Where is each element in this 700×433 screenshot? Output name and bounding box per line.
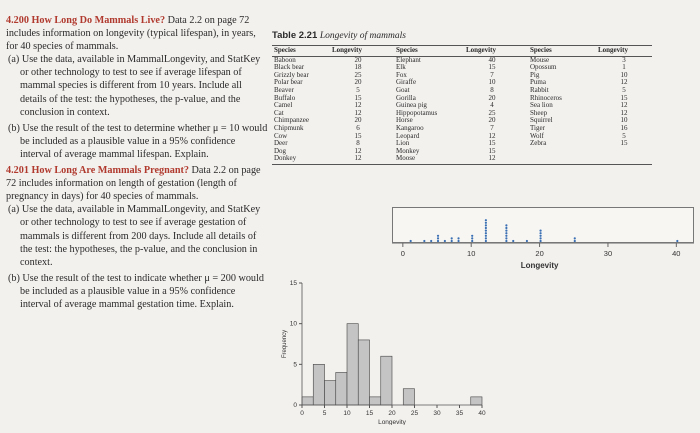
table-cell-longevity: 10 <box>620 116 628 125</box>
dotplot-point <box>485 240 487 242</box>
dotplot-point <box>485 219 487 221</box>
dotplot-point <box>437 237 439 239</box>
table-row <box>272 56 652 64</box>
histogram-x-tick-label: 25 <box>410 410 419 417</box>
header-species-3: Species <box>528 46 596 57</box>
dotplot-point <box>451 237 453 239</box>
dotplot-axis <box>392 243 694 273</box>
table-cell-species: Cow <box>274 131 288 140</box>
table-cell-species: Tiger <box>530 123 545 132</box>
table-cell-longevity: 16 <box>620 123 628 132</box>
histogram-bar <box>403 389 414 405</box>
exercise-4-200-number: 4.200 <box>6 15 29 26</box>
dotplot-point <box>457 237 459 239</box>
table-cell-species: Moose <box>394 155 464 164</box>
header-longevity-1: Longevity <box>330 46 386 57</box>
table-cell-species: Dog <box>274 146 287 155</box>
table-cell-longevity: 20 <box>354 55 362 64</box>
histogram-x-tick-label: 20 <box>388 410 396 417</box>
dotplot-tick-label: 40 <box>672 249 681 258</box>
table-cell-species <box>528 155 596 164</box>
dotplot-point <box>444 240 446 242</box>
table-cell-species: Lion <box>396 139 410 148</box>
table-cell-longevity: 12 <box>488 131 496 140</box>
dotplot-point <box>539 235 541 237</box>
histogram-bar <box>370 397 381 405</box>
histogram-bar <box>302 397 313 405</box>
dotplot-point <box>512 240 514 242</box>
table-caption <box>272 30 698 41</box>
table-cell-longevity: 5 <box>356 85 360 94</box>
table-row <box>272 64 652 72</box>
table-cell-species: Sheep <box>530 108 548 117</box>
exercise-4-201-intro: Data 2.2 on page 72 includes information on length of gestation (length of pregnancy in days) for 40 species of mammals. <box>6 165 261 203</box>
table-cell-species: Cat <box>274 108 284 117</box>
dotplot-point <box>437 235 439 237</box>
table-cell-longevity: 8 <box>490 85 494 94</box>
histogram-bar <box>381 356 392 405</box>
dotplot-point <box>539 230 541 232</box>
table-cell-species: Squirrel <box>530 116 553 125</box>
dotplot-point <box>505 227 507 229</box>
table-body <box>272 56 652 164</box>
dotplot-point <box>505 232 507 234</box>
table-row <box>272 155 652 164</box>
dotplot-x-label: Longevity <box>520 261 559 270</box>
table-cell-longevity: 15 <box>488 63 496 72</box>
table-cell-species: Elk <box>396 63 406 72</box>
table-cell-longevity: 10 <box>620 70 628 79</box>
table-cell-species: Beaver <box>274 85 294 94</box>
table-label: Table 2.21 <box>272 30 318 41</box>
exercise-4-201-title: How Long Are Mammals Pregnant? <box>31 165 189 177</box>
table-cell-longevity: 15 <box>488 146 496 155</box>
table-cell-species: Pig <box>530 70 540 79</box>
dotplot-point <box>485 227 487 229</box>
histogram-x-tick-label: 15 <box>365 410 374 417</box>
table-cell-species: Fox <box>396 70 407 79</box>
table-cell-species: Donkey <box>272 155 330 164</box>
table-cell-longevity: 7 <box>490 70 494 79</box>
table-cell-longevity: 18 <box>354 63 362 72</box>
histogram-y-tick-label: 15 <box>289 280 297 287</box>
table-cell-longevity <box>596 155 652 164</box>
table-cell-longevity: 7 <box>490 123 494 132</box>
table-cell-longevity: 5 <box>622 85 626 94</box>
table-row <box>272 79 652 87</box>
dotplot-point <box>574 237 576 239</box>
table-cell-longevity: 12 <box>354 108 362 117</box>
histogram-x-tick-label: 5 <box>322 410 327 417</box>
table-cell-longevity: 12 <box>354 146 362 155</box>
exercise-4-200-part-a: (a) Use the data, available in MammalLongevity, and StatKey or other technology to test to see if average lifespan of mammal species is different from 10 years. Include all details of the test: the hypotheses, the p-value, and the conclusion in context. <box>8 54 261 118</box>
table-cell-species: Rhinoceros <box>530 93 562 102</box>
dotplot-tick-label: 30 <box>603 249 613 258</box>
dotplot-point <box>505 224 507 226</box>
dotplot-point <box>430 240 432 242</box>
dotplot-tick-label: 10 <box>467 249 476 258</box>
table-row <box>272 87 652 95</box>
table-cell-species: Polar bear <box>274 78 303 87</box>
dotplot-point <box>505 235 507 237</box>
longevity-table <box>272 45 652 165</box>
table-cell-species: Hippopotamus <box>396 108 438 117</box>
dotplot-point <box>471 240 473 242</box>
table-cell-species: Monkey <box>396 146 420 155</box>
table-cell-species: Sea lion <box>530 101 553 110</box>
table-cell-longevity: 10 <box>488 78 496 87</box>
table-row <box>272 133 652 141</box>
table-cell-longevity: 6 <box>356 123 360 132</box>
table-row <box>272 140 652 148</box>
dotplot-point <box>485 222 487 224</box>
table-cell-species: Giraffe <box>396 78 417 87</box>
histogram-bar <box>336 372 347 405</box>
table-cell-longevity: 4 <box>490 101 494 110</box>
dotplot-point <box>505 237 507 239</box>
table-cell-longevity: 15 <box>354 131 362 140</box>
table-cell-species: Guinea pig <box>396 101 427 110</box>
table-header-row <box>272 46 652 57</box>
table-cell-longevity: 1 <box>622 63 626 72</box>
table-row <box>272 148 652 156</box>
dotplot-point <box>485 235 487 237</box>
dotplot-chart <box>393 208 695 244</box>
table-cell-longevity: 15 <box>620 93 628 102</box>
dotplot-axis-svg <box>392 243 694 273</box>
exercise-4-201-part-b: (b) Use the result of the test to indicate whether μ = 200 would be included as a plausible value in a 95% confidence interval of average mammal gestation time. Explain. <box>8 272 264 310</box>
dotplot-point <box>539 237 541 239</box>
table-cell-species: Zebra <box>530 139 547 148</box>
table-row <box>272 110 652 118</box>
exercise-4-200-part-b: (b) Use the result of the test to determine whether μ = 10 would be included as a plausible value in a 95% confidence interval of average mammal lifespan. Explain. <box>8 122 268 160</box>
histogram-bar <box>347 324 358 405</box>
dotplot-point <box>471 235 473 237</box>
histogram-y-tick-label: 5 <box>293 361 297 369</box>
table-cell-longevity: 3 <box>622 55 626 64</box>
table-cell-species: Kangaroo <box>396 123 424 132</box>
table-row <box>272 102 652 110</box>
histogram-y-tick-label: 0 <box>293 402 297 409</box>
table-row <box>272 72 652 80</box>
histogram-bar <box>325 381 336 405</box>
exercise-text <box>6 14 268 311</box>
table-cell-species: Leopard <box>396 131 420 140</box>
dotplot-point <box>539 240 541 242</box>
table-cell-longevity: 5 <box>622 131 626 140</box>
header-species-1: Species <box>272 46 330 57</box>
table-cell-longevity: 15 <box>354 93 362 102</box>
table-cell-species: Deer <box>274 139 288 148</box>
table-cell-longevity: 20 <box>488 116 496 125</box>
table-cell-species: Grizzly bear <box>274 70 309 79</box>
dotplot-point <box>574 240 576 242</box>
table-cell-longevity: 15 <box>488 139 496 148</box>
table-row <box>272 125 652 133</box>
header-species-2: Species <box>394 46 464 57</box>
dotplot-point <box>485 232 487 234</box>
histogram <box>280 275 490 425</box>
table-cell-longevity: 20 <box>354 116 362 125</box>
dotplot-point <box>457 240 459 242</box>
histogram-x-tick-label: 10 <box>343 410 351 417</box>
exercise-4-201-number: 4.201 <box>6 165 29 177</box>
table-cell-species: Goat <box>396 85 410 94</box>
histogram-x-tick-label: 35 <box>455 410 464 417</box>
exercise-4-200-intro: Data 2.2 on page 72 includes information on longevity (typical lifespan), in years, for 40 species of mammals. <box>6 15 256 53</box>
table-cell-longevity: 20 <box>488 93 496 102</box>
exercise-4-201-part-a: (a) Use the data, available in MammalLongevity, and StatKey or other technology to test to see if average gestation of mammals is different from 200 days. Include all details of the test: the hypotheses, the p-value, and the conclusion in context. <box>8 204 261 268</box>
table-cell-longevity: 25 <box>354 70 362 79</box>
histogram-bar <box>313 364 324 405</box>
dotplot-tick-label: 20 <box>535 249 544 258</box>
histogram-x-label: Longevity <box>378 419 406 425</box>
histogram-y-tick-label: 10 <box>289 320 297 328</box>
table-cell-longevity <box>596 148 652 156</box>
histogram-bar <box>471 397 482 405</box>
dotplot-point <box>676 240 678 242</box>
table-cell-longevity: 8 <box>356 139 360 148</box>
dotplot-point <box>437 240 439 242</box>
dotplot-point <box>410 240 412 242</box>
dotplot-point <box>539 232 541 234</box>
table-cell-species: Black bear <box>274 63 305 72</box>
table-cell-species: Mouse <box>530 55 550 64</box>
table-cell-species <box>528 148 596 156</box>
table-cell-species: Rabbit <box>530 85 549 94</box>
histogram-y-label: Frequency <box>282 329 288 359</box>
table-cell-species: Chipmunk <box>274 123 304 132</box>
histogram-bar <box>358 340 369 405</box>
table-cell-species: Camel <box>274 101 293 110</box>
table-cell-longevity: 12 <box>620 108 628 117</box>
dotplot-point <box>485 224 487 226</box>
table-cell-longevity: 12 <box>330 155 386 164</box>
table-cell-species: Chimpanzee <box>274 116 309 125</box>
table-cell-longevity: 12 <box>620 78 628 87</box>
table-cell-species: Buffalo <box>274 93 296 102</box>
dotplot-tick-label: 0 <box>400 249 405 258</box>
dotplot-point <box>505 230 507 232</box>
table-cell-species: Opossum <box>530 63 557 72</box>
header-longevity-2: Longevity <box>464 46 520 57</box>
histogram-x-tick-label: 0 <box>300 410 304 417</box>
dotplot-frame <box>392 207 694 243</box>
table-cell-longevity: 15 <box>620 139 628 148</box>
table-cell-species: Elephant <box>396 55 421 64</box>
table-cell-longevity: 12 <box>464 155 520 164</box>
table-cell-longevity: 12 <box>620 101 628 110</box>
longevity-table-block <box>272 30 698 165</box>
dotplot-point <box>485 230 487 232</box>
dotplot-point <box>471 237 473 239</box>
histogram-x-tick-label: 30 <box>433 410 441 417</box>
histogram-x-tick-label: 40 <box>478 410 486 417</box>
exercise-4-201 <box>6 164 268 203</box>
table-cell-longevity: 25 <box>488 108 496 117</box>
table-row <box>272 117 652 125</box>
dotplot-point <box>485 237 487 239</box>
exercise-4-200 <box>6 14 268 53</box>
table-cell-longevity: 12 <box>354 101 362 110</box>
table-cell-species: Wolf <box>530 131 544 140</box>
table-cell-species: Baboon <box>274 55 296 64</box>
table-row <box>272 95 652 103</box>
histogram-chart <box>280 275 490 425</box>
table-title: Longevity of mammals <box>319 31 406 41</box>
header-longevity-3: Longevity <box>596 46 652 57</box>
table-cell-species: Puma <box>530 78 546 87</box>
dotplot-point <box>451 240 453 242</box>
table-cell-species: Horse <box>396 116 413 125</box>
exercise-4-200-title: How Long Do Mammals Live? <box>31 15 166 26</box>
dotplot-point <box>423 240 425 242</box>
dotplot-point <box>505 240 507 242</box>
table-cell-species: Gorilla <box>396 93 416 102</box>
dotplot-point <box>526 240 528 242</box>
table-cell-longevity: 20 <box>354 78 362 87</box>
table-cell-longevity: 40 <box>488 55 496 64</box>
